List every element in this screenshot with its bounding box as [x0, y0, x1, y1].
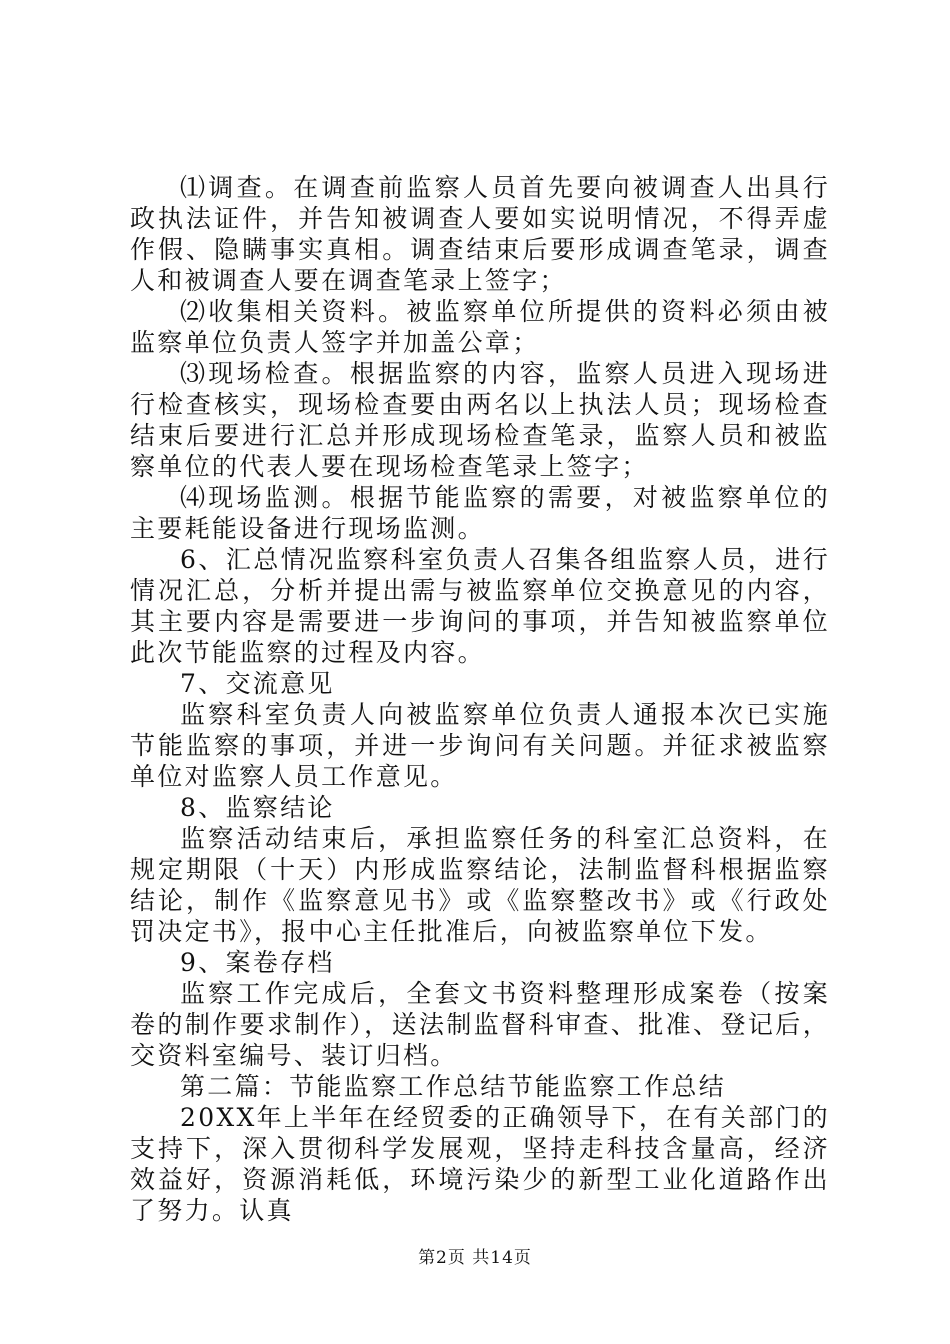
heading-conclusion: 8、监察结论	[180, 793, 335, 822]
paragraph-investigation: ⑴调查。在调查前监察人员首先要向被调查人出具行政执法证件，并告知被调查人要如实说明情况，不得弄虚作假、隐瞒事实真相。调查结束后要形成调查笔录，调查人和被调查人要在调查笔录上签字；	[130, 173, 830, 295]
paragraph-site-inspection: ⑶现场检查。根据监察的内容，监察人员进入现场进行检查核实，现场检查要由两名以上执法人员；现场检查结束后要进行汇总并形成现场检查笔录，监察人员和被监察单位的代表人要在现场检查笔录上签字；	[130, 359, 830, 481]
paragraph-archive: 监察工作完成后，全套文书资料整理形成案卷（按案卷的制作要求制作），送法制监督科审查、批准、登记后，交资料室编号、装订归档。	[130, 979, 830, 1070]
paragraph-collect-materials: ⑵收集相关资料。被监察单位所提供的资料必须由被监察单位负责人签字并加盖公章；	[130, 297, 830, 357]
paragraph-summary: 6、汇总情况监察科室负责人召集各组监察人员，进行情况汇总，分析并提出需与被监察单位交换意见的内容，其主要内容是需要进一步询问的事项，并告知被监察单位此次节能监察的过程及内容。	[130, 545, 830, 667]
body-text	[130, 172, 830, 1226]
paragraph-conclusion: 监察活动结束后，承担监察任务的科室汇总资料，在规定期限（十天）内形成监察结论，法制监督科根据监察结论，制作《监察意见书》或《监察整改书》或《行政处罚决定书》，报中心主任批准后，向被监察单位下发。	[130, 824, 830, 946]
paragraph-part-two-intro: 20XX年上半年在经贸委的正确领导下，在有关部门的支持下，深入贯彻科学发展观，坚持走科技含量高，经济效益好，资源消耗低，环境污染少的新型工业化道路作出了努力。认真	[130, 1103, 830, 1225]
page-footer: 第2页 共14页	[418, 1248, 532, 1268]
heading-part-two: 第二篇：节能监察工作总结节能监察工作总结	[180, 1072, 727, 1101]
paragraph-exchange-opinions: 监察科室负责人向被监察单位负责人通报本次已实施节能监察的事项，并进一步询问有关问题。并征求被监察单位对监察人员工作意见。	[130, 700, 830, 791]
paragraph-site-monitoring: ⑷现场监测。根据节能监察的需要，对被监察单位的主要耗能设备进行现场监测。	[130, 483, 830, 543]
heading-exchange-opinions: 7、交流意见	[180, 669, 335, 698]
heading-archive: 9、案卷存档	[180, 948, 335, 977]
